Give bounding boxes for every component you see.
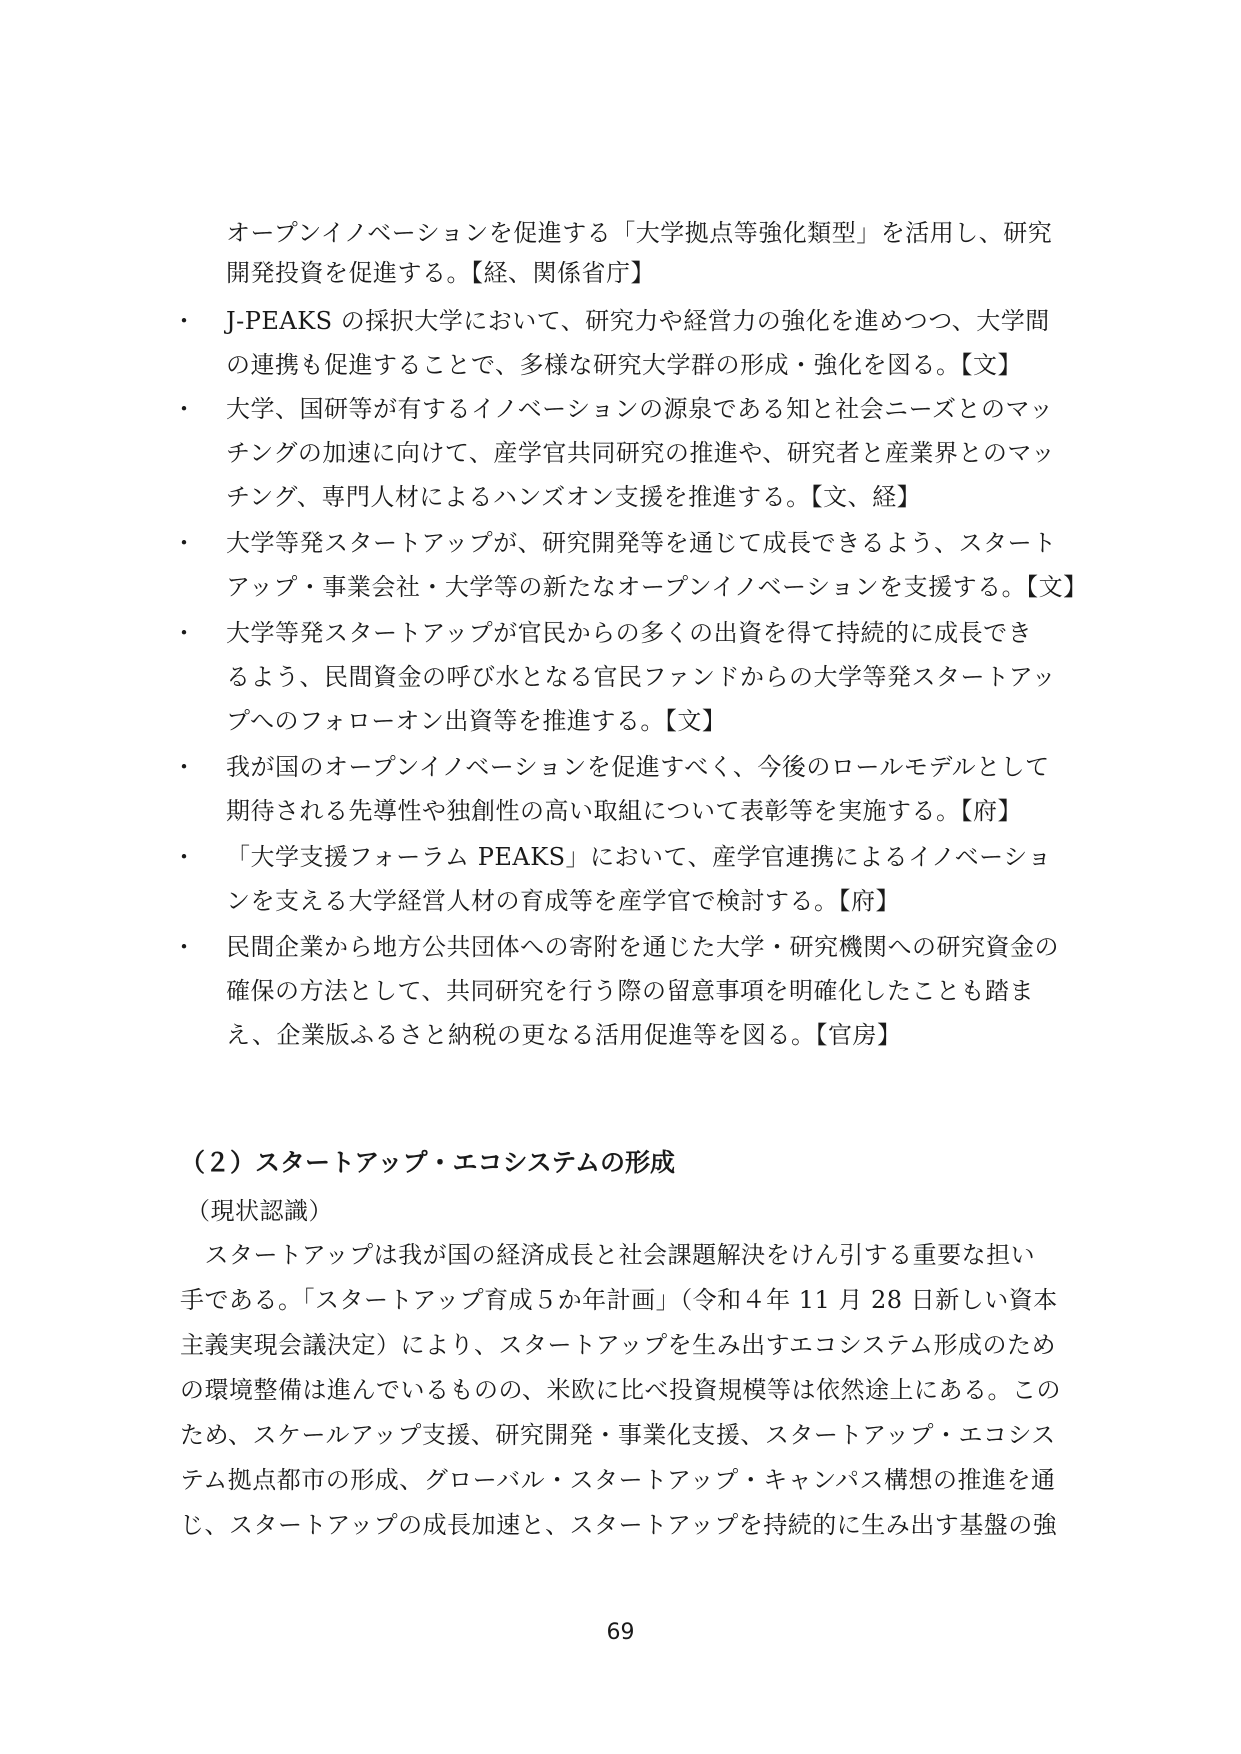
bullet-7-line-1: 民間企業から地方公共団体への寄附を通じた大学・研究機関への研究資金の — [226, 933, 1059, 961]
intro-line-2: 開発投資を促進する。【経、関係省庁】 — [226, 259, 655, 287]
subheading: （現状認識） — [186, 1197, 333, 1225]
bullet-2-line-1: 大学、国研等が有するイノベーションの源泉である知と社会ニーズとのマッ — [226, 395, 1054, 423]
body-line-6: テム拠点都市の形成、グローバル・スタートアップ・キャンパス構想の推進を通 — [180, 1466, 1056, 1494]
bullet-marker: ・ — [172, 753, 196, 781]
bullet-marker: ・ — [172, 843, 196, 871]
bullet-2-line-3: チング、専門人材によるハンズオン支援を推進する。【文、経】 — [226, 483, 922, 511]
body-line-5: ため、スケールアップ支援、研究開発・事業化支援、スタートアップ・エコシス — [180, 1421, 1056, 1449]
page-number: 69 — [606, 1620, 635, 1645]
bullet-4-line-2: るよう、民間資金の呼び水となる官民ファンドからの大学等発スタートアッ — [226, 663, 1057, 691]
bullet-marker: ・ — [172, 529, 196, 557]
bullet-6-line-2: ンを支える大学経営人材の育成等を産学官で検討する。【府】 — [226, 887, 900, 915]
bullet-7-line-2: 確保の方法として、共同研究を行う際の留意事項を明確化したことも踏ま — [226, 977, 1035, 1005]
body-line-2: 手である。「スタートアップ育成５か年計画」（令和４年 11 月 28 日新しい資本 — [180, 1286, 1058, 1314]
bullet-1-line-2: の連携も促進することで、多様な研究大学群の形成・強化を図る。【文】 — [226, 351, 1023, 379]
section-heading: （２）スタートアップ・エコシステムの形成 — [180, 1148, 676, 1177]
bullet-3-line-2: アップ・事業会社・大学等の新たなオープンイノベーションを支援する。【文】 — [226, 573, 1088, 601]
bullet-marker: ・ — [172, 619, 196, 647]
bullet-4-line-3: プへのフォローオン出資等を推進する。【文】 — [226, 707, 727, 735]
body-line-3: 主義実現会議決定）により、スタートアップを生み出すエコシステム形成のため — [180, 1331, 1056, 1359]
bullet-6-line-1: 「大学支援フォーラム PEAKS」において、産学官連携によるイノベーショ — [226, 843, 1052, 871]
bullet-3-line-1: 大学等発スタートアップが、研究開発等を通じて成長できるよう、スタート — [226, 529, 1057, 557]
bullet-5-line-1: 我が国のオープンイノベーションを促進すべく、今後のロールモデルとして — [226, 753, 1050, 781]
bullet-4-line-1: 大学等発スタートアップが官民からの多くの出資を得て持続的に成長でき — [226, 619, 1033, 647]
bullet-2-line-2: チングの加速に向けて、産学官共同研究の推進や、研究者と産業界とのマッ — [226, 439, 1056, 467]
bullet-marker: ・ — [172, 933, 196, 961]
bullet-marker: ・ — [172, 307, 196, 335]
body-line-4: の環境整備は進んでいるものの、米欧に比べ投資規模等は依然途上にある。この — [180, 1376, 1062, 1404]
intro-line-1: オープンイノベーションを促進する「大学拠点等強化類型」を活用し、研究 — [226, 219, 1053, 247]
body-line-7: じ、スタートアップの成長加速と、スタートアップを持続的に生み出す基盤の強 — [180, 1511, 1058, 1539]
bullet-1-line-1: J-PEAKS の採択大学において、研究力や経営力の強化を進めつつ、大学間 — [226, 307, 1050, 335]
bullet-5-line-2: 期待される先導性や独創性の高い取組について表彰等を実施する。【府】 — [226, 797, 1023, 825]
bullet-7-line-3: え、企業版ふるさと納税の更なる活用促進等を図る。【官房】 — [226, 1021, 902, 1049]
bullet-marker: ・ — [172, 395, 196, 423]
body-line-1: スタートアップは我が国の経済成長と社会課題解決をけん引する重要な担い — [180, 1241, 1036, 1269]
